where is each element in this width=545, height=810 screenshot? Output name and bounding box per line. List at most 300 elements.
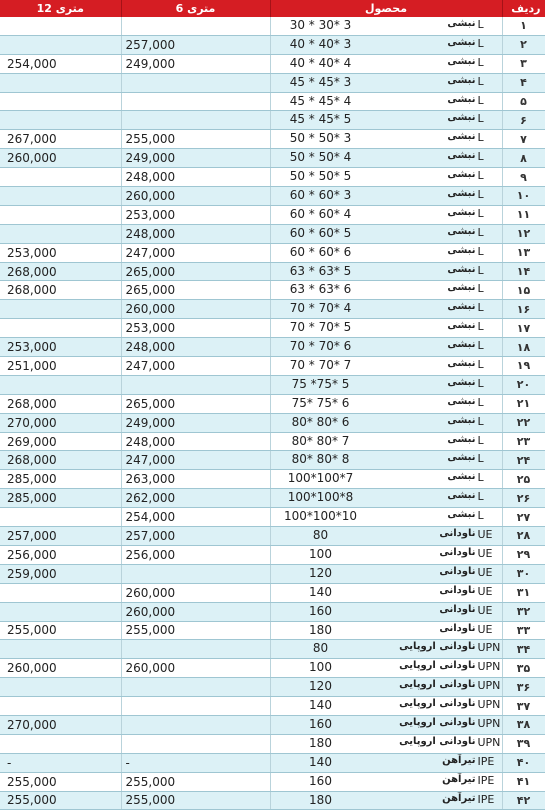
product-name: نبشی <box>447 74 476 86</box>
price-6m-cell <box>121 734 270 753</box>
price-6m-cell: 260,000 <box>121 187 270 206</box>
row-index: ۱۷ <box>502 319 545 338</box>
product-spec: 45 * 45* 5 <box>289 112 352 127</box>
product-cell <box>270 772 502 791</box>
product-cell <box>270 300 502 319</box>
product-shape: UPN <box>477 641 501 655</box>
product-cell <box>270 111 502 130</box>
row-index: ۱۲ <box>502 224 545 243</box>
row-index: ۳۶ <box>502 678 545 697</box>
price-6m-cell: 248,000 <box>121 432 270 451</box>
product-shape: UE <box>477 584 493 598</box>
product-name: ناودانی <box>439 565 476 577</box>
product-shape: L <box>477 433 484 447</box>
price-12m-cell: 259,000 <box>0 564 121 583</box>
product-spec: 140 <box>309 698 332 713</box>
row-index: ۴۰ <box>502 753 545 772</box>
product-cell <box>270 678 502 697</box>
row-index: ۲۸ <box>502 527 545 546</box>
header-price-12m: متری 12 <box>0 0 121 17</box>
row-index: ۶ <box>502 111 545 130</box>
price-12m-cell <box>0 697 121 716</box>
product-spec: 75* 75* 6 <box>291 395 350 410</box>
price-6m-cell: 256,000 <box>121 545 270 564</box>
row-index: ۵ <box>502 92 545 111</box>
product-name: ناودانی <box>439 584 476 596</box>
product-name: نبشی <box>447 225 476 237</box>
product-spec: 140 <box>309 754 332 769</box>
header-row <box>0 0 545 17</box>
table-row <box>0 73 545 92</box>
row-index: ۹ <box>502 168 545 187</box>
product-shape: L <box>477 320 484 334</box>
row-index: ۲۷ <box>502 508 545 527</box>
price-6m-cell <box>121 697 270 716</box>
product-spec: 160 <box>309 773 332 788</box>
product-shape: L <box>477 414 484 428</box>
product-spec: 120 <box>309 565 332 580</box>
product-spec: 80* 80* 6 <box>291 414 350 429</box>
product-spec: 70 * 70* 4 <box>289 301 352 316</box>
product-name: نبشی <box>447 112 476 124</box>
price-6m-cell: 249,000 <box>121 54 270 73</box>
row-index: ۷ <box>502 130 545 149</box>
price-6m-cell: 255,000 <box>121 130 270 149</box>
row-index: ۳۸ <box>502 715 545 734</box>
table-row <box>0 92 545 111</box>
product-name: نبشی <box>447 452 476 464</box>
price-12m-cell <box>0 111 121 130</box>
table-row <box>0 413 545 432</box>
product-spec: 180 <box>309 735 332 750</box>
product-cell <box>270 621 502 640</box>
product-spec: 45 * 45* 3 <box>289 74 352 89</box>
price-12m-cell: 260,000 <box>0 659 121 678</box>
price-12m-cell: 268,000 <box>0 394 121 413</box>
product-shape: L <box>477 55 484 69</box>
price-12m-cell <box>0 734 121 753</box>
price-6m-cell: 265,000 <box>121 394 270 413</box>
product-name: نبشی <box>447 395 476 407</box>
price-12m-cell: 268,000 <box>0 262 121 281</box>
product-name: ناودانی اروپایی <box>399 660 476 672</box>
table-row <box>0 168 545 187</box>
price-12m-cell <box>0 678 121 697</box>
product-name: نبشی <box>447 358 476 370</box>
product-spec: 100*100*7 <box>287 471 354 486</box>
row-index: ۲۰ <box>502 375 545 394</box>
product-name: نبشی <box>447 414 476 426</box>
price-6m-cell: 249,000 <box>121 413 270 432</box>
product-shape: L <box>477 18 484 31</box>
product-shape: UPN <box>477 735 501 749</box>
table-row <box>0 697 545 716</box>
price-6m-cell: 247,000 <box>121 451 270 470</box>
table-row <box>0 489 545 508</box>
product-name: نبشی <box>447 509 476 521</box>
product-shape: L <box>477 225 484 239</box>
table-row <box>0 187 545 206</box>
row-index: ۲۴ <box>502 451 545 470</box>
price-12m-cell <box>0 205 121 224</box>
product-name: نبشی <box>447 320 476 332</box>
price-12m-cell: 270,000 <box>0 715 121 734</box>
product-shape: L <box>477 112 484 126</box>
product-cell <box>270 187 502 206</box>
product-cell <box>270 470 502 489</box>
product-spec: 30 * 30* 3 <box>289 18 352 32</box>
row-index: ۴۱ <box>502 772 545 791</box>
table-row <box>0 205 545 224</box>
product-spec: 180 <box>309 622 332 637</box>
row-index: ۲۲ <box>502 413 545 432</box>
product-spec: 75 *75* 5 <box>291 376 350 391</box>
product-shape: L <box>477 131 484 145</box>
product-spec: 80* 80* 7 <box>291 433 350 448</box>
product-name: نبشی <box>447 433 476 445</box>
table-row <box>0 470 545 489</box>
table-row <box>0 583 545 602</box>
table-row <box>0 508 545 527</box>
product-name: نبشی <box>447 282 476 294</box>
product-spec: 70 * 70* 5 <box>289 320 352 335</box>
table-row <box>0 394 545 413</box>
row-index: ۳۹ <box>502 734 545 753</box>
price-6m-cell <box>121 640 270 659</box>
product-shape: L <box>477 150 484 164</box>
price-6m-cell: 249,000 <box>121 149 270 168</box>
header-index: ردیف <box>502 0 545 17</box>
price-12m-cell: 268,000 <box>0 281 121 300</box>
table-row <box>0 602 545 621</box>
product-shape: IPE <box>477 754 495 768</box>
product-name: نبشی <box>447 36 476 48</box>
table-body <box>0 17 545 810</box>
row-index: ۱۳ <box>502 243 545 262</box>
price-12m-cell: 257,000 <box>0 527 121 546</box>
product-shape: IPE <box>477 792 495 806</box>
price-12m-cell: 255,000 <box>0 791 121 810</box>
price-6m-cell: - <box>121 753 270 772</box>
row-index: ۱۰ <box>502 187 545 206</box>
row-index: ۳۷ <box>502 697 545 716</box>
price-6m-cell: 253,000 <box>121 319 270 338</box>
product-cell <box>270 508 502 527</box>
price-6m-cell: 265,000 <box>121 262 270 281</box>
product-shape: UE <box>477 603 493 617</box>
price-12m-cell: 255,000 <box>0 621 121 640</box>
price-12m-cell <box>0 583 121 602</box>
header-product: محصول <box>270 0 502 17</box>
price-6m-cell: 265,000 <box>121 281 270 300</box>
product-cell <box>270 564 502 583</box>
product-name: ناودانی <box>439 622 476 634</box>
product-spec: 63 * 63* 6 <box>289 282 352 297</box>
product-name: نبشی <box>447 339 476 351</box>
product-spec: 80 <box>312 528 329 543</box>
product-spec: 140 <box>309 584 332 599</box>
product-shape: UPN <box>477 660 501 674</box>
product-shape: L <box>477 74 484 88</box>
product-shape: L <box>477 206 484 220</box>
product-cell <box>270 130 502 149</box>
price-12m-cell: 255,000 <box>0 772 121 791</box>
product-spec: 80* 80* 8 <box>291 452 350 467</box>
product-spec: 120 <box>309 679 332 694</box>
product-spec: 100 <box>309 546 332 561</box>
product-shape: L <box>477 339 484 353</box>
table-row <box>0 715 545 734</box>
product-name: ناودانی اروپایی <box>399 641 476 653</box>
table-row <box>0 17 545 35</box>
table-row <box>0 545 545 564</box>
price-6m-cell <box>121 92 270 111</box>
price-6m-cell: 257,000 <box>121 527 270 546</box>
table-row <box>0 35 545 54</box>
row-index: ۲۹ <box>502 545 545 564</box>
product-shape: L <box>477 282 484 296</box>
product-spec: 100 <box>309 660 332 675</box>
product-shape: L <box>477 263 484 277</box>
product-cell <box>270 357 502 376</box>
product-cell <box>270 319 502 338</box>
row-index: ۸ <box>502 149 545 168</box>
product-shape: L <box>477 188 484 202</box>
product-spec: 60 * 60* 5 <box>289 225 352 240</box>
product-spec: 50 * 50* 5 <box>289 169 352 184</box>
table-row <box>0 224 545 243</box>
price-6m-cell <box>121 17 270 35</box>
product-spec: 63 * 63* 5 <box>289 263 352 278</box>
product-name: نبشی <box>447 93 476 105</box>
product-shape: L <box>477 36 484 50</box>
table-row <box>0 281 545 300</box>
product-cell <box>270 17 502 35</box>
price-12m-cell: 285,000 <box>0 489 121 508</box>
price-12m-cell: 285,000 <box>0 470 121 489</box>
product-cell <box>270 243 502 262</box>
price-12m-cell <box>0 602 121 621</box>
table-row <box>0 564 545 583</box>
row-index: ۱ <box>502 17 545 35</box>
product-cell <box>270 734 502 753</box>
product-cell <box>270 224 502 243</box>
product-spec: 60 * 60* 4 <box>289 206 352 221</box>
product-shape: L <box>477 490 484 504</box>
table-row <box>0 621 545 640</box>
table-row <box>0 659 545 678</box>
product-spec: 40 * 40* 3 <box>289 36 352 51</box>
price-6m-cell: 255,000 <box>121 791 270 810</box>
product-cell <box>270 54 502 73</box>
row-index: ۱۸ <box>502 338 545 357</box>
price-6m-cell <box>121 375 270 394</box>
row-index: ۱۹ <box>502 357 545 376</box>
product-shape: L <box>477 169 484 183</box>
price-12m-cell <box>0 92 121 111</box>
product-cell <box>270 451 502 470</box>
row-index: ۳۵ <box>502 659 545 678</box>
price-12m-cell: 256,000 <box>0 545 121 564</box>
product-spec: 70 * 70* 7 <box>289 358 352 373</box>
price-6m-cell: 262,000 <box>121 489 270 508</box>
product-name: تیرآهن <box>442 792 476 804</box>
product-name: نبشی <box>447 490 476 502</box>
product-cell <box>270 281 502 300</box>
product-cell <box>270 640 502 659</box>
product-name: ناودانی اروپایی <box>399 679 476 691</box>
price-6m-cell: 260,000 <box>121 602 270 621</box>
product-name: نبشی <box>447 376 476 388</box>
row-index: ۳۳ <box>502 621 545 640</box>
table-row <box>0 319 545 338</box>
price-12m-cell <box>0 17 121 35</box>
price-12m-cell <box>0 508 121 527</box>
price-12m-cell: 260,000 <box>0 149 121 168</box>
price-12m-cell <box>0 300 121 319</box>
price-12m-cell <box>0 375 121 394</box>
row-index: ۱۶ <box>502 300 545 319</box>
price-6m-cell: 247,000 <box>121 357 270 376</box>
table-row <box>0 300 545 319</box>
row-index: ۴ <box>502 73 545 92</box>
product-shape: L <box>477 452 484 466</box>
price-6m-cell <box>121 111 270 130</box>
product-shape: L <box>477 301 484 315</box>
product-shape: IPE <box>477 773 495 787</box>
table-row <box>0 149 545 168</box>
row-index: ۲۵ <box>502 470 545 489</box>
product-spec: 60 * 60* 6 <box>289 244 352 259</box>
product-cell <box>270 697 502 716</box>
product-cell <box>270 375 502 394</box>
product-cell <box>270 35 502 54</box>
product-cell <box>270 338 502 357</box>
product-spec: 180 <box>309 792 332 807</box>
row-index: ۱۵ <box>502 281 545 300</box>
table-row <box>0 375 545 394</box>
price-12m-cell: 251,000 <box>0 357 121 376</box>
price-6m-cell: 254,000 <box>121 508 270 527</box>
product-shape: L <box>477 376 484 390</box>
product-spec: 50 * 50* 4 <box>289 150 352 165</box>
product-name: ناودانی <box>439 603 476 615</box>
row-index: ۲۶ <box>502 489 545 508</box>
product-cell <box>270 659 502 678</box>
product-spec: 70 * 70* 6 <box>289 339 352 354</box>
row-index: ۲۳ <box>502 432 545 451</box>
product-spec: 50 * 50* 3 <box>289 131 352 146</box>
product-cell <box>270 168 502 187</box>
product-shape: L <box>477 93 484 107</box>
price-6m-cell: 260,000 <box>121 300 270 319</box>
price-12m-cell <box>0 319 121 338</box>
product-shape: L <box>477 395 484 409</box>
table-row <box>0 262 545 281</box>
product-spec: 60 * 60* 3 <box>289 188 352 203</box>
product-cell <box>270 489 502 508</box>
product-name: تیرآهن <box>442 773 476 785</box>
product-name: نبشی <box>447 244 476 256</box>
product-name: نبشی <box>447 150 476 162</box>
product-name: نبشی <box>447 18 476 29</box>
product-shape: UE <box>477 565 493 579</box>
product-cell <box>270 262 502 281</box>
table-row <box>0 791 545 810</box>
product-name: ناودانی اروپایی <box>399 735 476 747</box>
product-cell <box>270 432 502 451</box>
product-cell <box>270 394 502 413</box>
product-cell <box>270 413 502 432</box>
row-index: ۲ <box>502 35 545 54</box>
table-row <box>0 640 545 659</box>
table-row <box>0 432 545 451</box>
price-6m-cell: 248,000 <box>121 224 270 243</box>
price-6m-cell <box>121 564 270 583</box>
product-name: نبشی <box>447 131 476 143</box>
product-cell <box>270 602 502 621</box>
price-12m-cell <box>0 187 121 206</box>
price-12m-cell <box>0 224 121 243</box>
price-12m-cell <box>0 73 121 92</box>
price-12m-cell: 268,000 <box>0 451 121 470</box>
table-row <box>0 243 545 262</box>
price-6m-cell: 263,000 <box>121 470 270 489</box>
product-shape: L <box>477 358 484 372</box>
price-12m-cell: 253,000 <box>0 338 121 357</box>
product-spec: 100*100*8 <box>287 490 354 505</box>
product-shape: UPN <box>477 698 501 712</box>
price-6m-cell: 247,000 <box>121 243 270 262</box>
table-row <box>0 772 545 791</box>
price-6m-cell: 257,000 <box>121 35 270 54</box>
product-name: نبشی <box>447 301 476 313</box>
product-spec: 40 * 40* 4 <box>289 55 352 70</box>
product-name: ناودانی <box>439 528 476 540</box>
row-index: ۱۱ <box>502 205 545 224</box>
price-12m-cell: - <box>0 753 121 772</box>
table-row <box>0 111 545 130</box>
product-shape: UE <box>477 546 493 560</box>
product-shape: UE <box>477 528 493 542</box>
product-name: نبشی <box>447 169 476 181</box>
price-6m-cell: 260,000 <box>121 659 270 678</box>
product-shape: UE <box>477 622 493 636</box>
price-6m-cell: 255,000 <box>121 772 270 791</box>
table-row <box>0 54 545 73</box>
row-index: ۳۰ <box>502 564 545 583</box>
price-12m-cell: 253,000 <box>0 243 121 262</box>
table-row <box>0 130 545 149</box>
product-name: نبشی <box>447 471 476 483</box>
product-name: ناودانی اروپایی <box>399 698 476 710</box>
price-12m-cell <box>0 168 121 187</box>
product-cell <box>270 791 502 810</box>
product-spec: 45 * 45* 4 <box>289 93 352 108</box>
product-shape: UPN <box>477 679 501 693</box>
table-row <box>0 734 545 753</box>
product-cell <box>270 583 502 602</box>
product-spec: 160 <box>309 716 332 731</box>
price-6m-cell: 255,000 <box>121 621 270 640</box>
product-name: تیرآهن <box>442 754 476 766</box>
product-shape: L <box>477 244 484 258</box>
product-spec: 80 <box>312 641 329 656</box>
product-cell <box>270 149 502 168</box>
price-12m-cell: 254,000 <box>0 54 121 73</box>
price-6m-cell <box>121 715 270 734</box>
table-row <box>0 527 545 546</box>
